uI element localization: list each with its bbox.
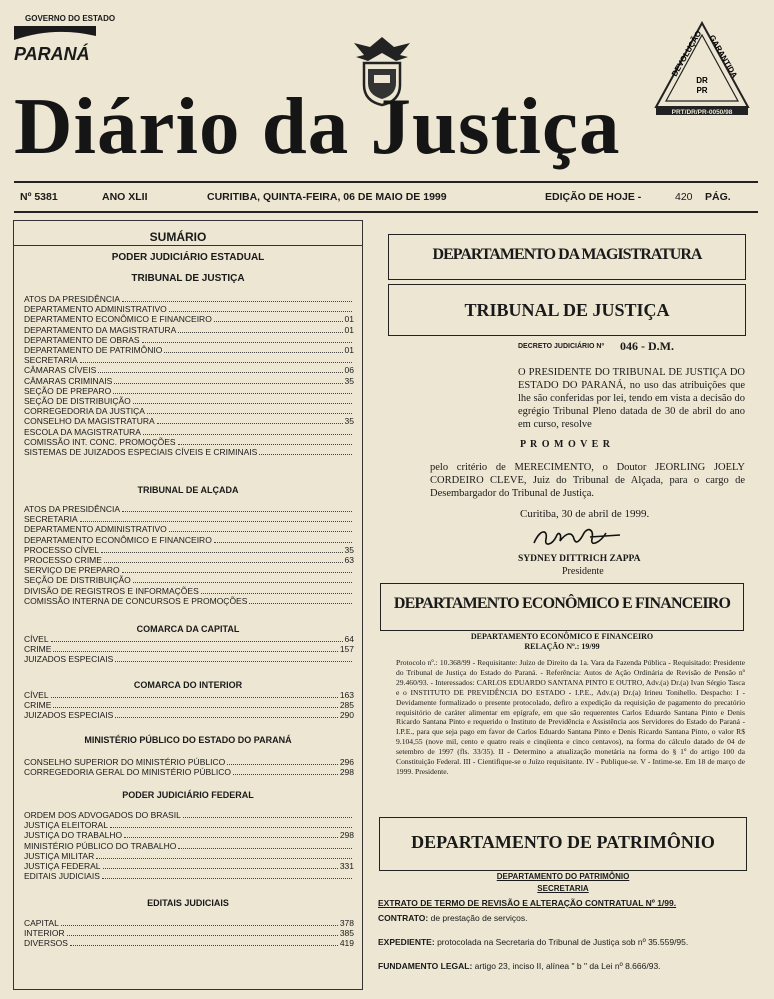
dot-leader: [110, 820, 352, 828]
postal-stamp: [652, 19, 752, 115]
dot-leader: [157, 416, 343, 424]
summary-entry-page: 35: [344, 375, 354, 386]
summary-entry-label: CORREGEDORIA DA JUSTIÇA: [24, 406, 145, 417]
summary-entry: [24, 575, 354, 585]
summary-entry-label: EDITAIS JUDICIAIS: [24, 871, 100, 882]
summary-entry-label: DEPARTAMENTO DE PATRIMÔNIO: [24, 345, 163, 355]
dot-leader: [178, 325, 342, 333]
header-rule-top: [14, 181, 758, 183]
dot-leader: [233, 767, 338, 775]
edition-label: EDIÇÃO DE HOJE -: [545, 191, 642, 203]
signature-image: [530, 523, 630, 553]
dot-leader: [103, 861, 338, 869]
summary-entry-label: MINISTÉRIO PÚBLICO DO TRABALHO: [24, 840, 177, 851]
summary-entry-label: ATOS DA PRESIDÊNCIA: [24, 294, 121, 304]
summary-entry: [24, 304, 354, 314]
dot-leader: [104, 555, 343, 563]
summary-entry: [24, 841, 354, 851]
contrato-label: CONTRATO:: [378, 913, 429, 923]
state-name: PARANÁ: [14, 44, 90, 64]
dot-leader: [101, 545, 342, 553]
summary-entry-label: DEPARTAMENTO DE OBRAS: [24, 334, 140, 345]
patrimonio-subheading: DEPARTAMENTO DO PATRIMÔNIO: [496, 872, 630, 881]
dot-leader: [61, 918, 338, 926]
dot-leader: [169, 304, 352, 312]
summary-entry: [24, 830, 354, 840]
dot-leader: [133, 396, 352, 404]
summary-entry: [24, 565, 354, 575]
fundamento-line: [378, 961, 661, 971]
expediente-line: [378, 937, 688, 947]
signer-name: SYDNEY DITTRICH ZAPPA: [518, 554, 641, 564]
summary-entry: [24, 396, 354, 406]
stamp-center-2: PR: [696, 86, 708, 95]
dot-leader: [67, 928, 338, 936]
summary-entry-label: JUSTIÇA ELEITORAL: [24, 820, 108, 831]
relacao: RELAÇÃO Nº.: 19/99: [524, 642, 600, 651]
summary-entry: [24, 820, 354, 830]
summary-entry: [24, 504, 354, 514]
fundamento-value: artigo 23, inciso II, alínea " b " da Lei nº 8.666/93.: [474, 961, 661, 971]
dot-leader: [51, 634, 343, 642]
summary-entry-label: SERVIÇO DE PREPARO: [24, 565, 120, 576]
dept-patrimonio-heading: DEPARTAMENTO DE PATRIMÔNIO: [411, 832, 715, 852]
summary-entry: [24, 861, 354, 871]
summary-entry-label: ESCOLA DA MAGISTRATURA: [24, 426, 141, 437]
dot-leader: [115, 710, 338, 718]
summary-entry-label: CRIME: [24, 644, 52, 655]
dept-magistratura-heading: DEPARTAMENTO DA MAGISTRATURA: [432, 246, 702, 263]
tribunal-heading: TRIBUNAL DE JUSTIÇA: [464, 300, 670, 320]
edition-pages-label: PÁG.: [705, 191, 731, 203]
stamp-center-1: DR: [696, 76, 708, 85]
summary-entry: [24, 586, 354, 596]
promover-heading: P R O M O V E R: [520, 439, 612, 450]
stamp-text-left: DEVOLUÇÃO: [669, 29, 704, 79]
summary-entry: [24, 700, 354, 710]
dot-leader: [201, 586, 352, 594]
summary-entry-label: DIVERSOS: [24, 938, 68, 949]
summary-section-heading: PODER JUDICIÁRIO FEDERAL: [122, 790, 254, 800]
summary-entry: [24, 325, 354, 335]
summary-entry: [24, 555, 354, 565]
summary-entry-page: 385: [339, 928, 354, 939]
summary-entry-label: CONSELHO SUPERIOR DO MINISTÉRIO PÚBLICO: [24, 757, 226, 767]
summary-entry: [24, 406, 354, 416]
econ-subheading: DEPARTAMENTO ECONÔMICO E FINANCEIRO: [470, 632, 654, 641]
dept-economico-heading: DEPARTAMENTO ECONÔMICO E FINANCEIRO: [393, 595, 731, 612]
contrato-value: de prestação de serviços.: [430, 913, 528, 923]
summary-entry-label: JUIZADOS ESPECIAIS: [24, 654, 114, 665]
summary-entry: [24, 345, 354, 355]
dot-leader: [178, 841, 352, 849]
dot-leader: [122, 565, 352, 573]
summary-entry-label: ORDEM DOS ADVOGADOS DO BRASIL: [24, 810, 181, 820]
expediente-label: EXPEDIENTE:: [378, 937, 435, 947]
dot-leader: [143, 427, 352, 435]
summary-entry: [24, 335, 354, 345]
summary-entry: [24, 416, 354, 426]
dot-leader: [259, 447, 352, 455]
summary-entry-label: PROCESSO CRIME: [24, 555, 102, 565]
dot-leader: [214, 535, 352, 543]
dot-leader: [147, 406, 352, 414]
dot-leader: [96, 851, 352, 859]
summary-entry: [24, 524, 354, 534]
contrato-line: [378, 913, 527, 923]
summary-entry: [24, 545, 354, 555]
summary-entry: [24, 634, 354, 644]
summary-entry-page: 01: [344, 314, 354, 325]
summary-entry: [24, 535, 354, 545]
edition-pages: 420: [675, 191, 693, 203]
state-flag-logo: [14, 26, 96, 40]
summary-section-heading: COMARCA DO INTERIOR: [133, 680, 243, 690]
dot-leader: [133, 575, 352, 583]
summary-entry: [24, 767, 354, 777]
summary-entry-page: 01: [344, 324, 354, 335]
dot-leader: [142, 335, 352, 343]
dot-leader: [53, 700, 337, 708]
promover-text: pelo critério de MERECIMENTO, o Doutor JEORLING JOELY CORDEIRO CLEVE, Juiz do Tribunal de Alçada, para o cargo de Desembargador do Tribunal de Justiça.: [430, 462, 745, 499]
dot-leader: [113, 386, 352, 394]
summary-entry-label: DEPARTAMENTO DA MAGISTRATURA: [24, 324, 177, 335]
summary-entry-page: 163: [339, 690, 354, 700]
decreto-text: O PRESIDENTE DO TRIBUNAL DE JUSTIÇA DO ESTADO DO PARANÁ, no uso das atribuições que lhe são conferidas por lei, tendo em vista a decisão do egrégio Tribunal Pleno datada de 30 de abril do ano em curso, resolve: [518, 367, 745, 430]
summary-entry: [24, 928, 354, 938]
stamp-text-right: GARANTIDA: [707, 33, 740, 80]
summary-entry: [24, 514, 354, 524]
summary-entry-label: INTERIOR: [24, 928, 65, 939]
summary-entry-label: SISTEMAS DE JUIZADOS ESPECIAIS CÍVEIS E CRIMINAIS: [24, 447, 258, 457]
summary-entry-label: ATOS DA PRESIDÊNCIA: [24, 504, 121, 514]
summary-entry-label: JUSTIÇA DO TRABALHO: [24, 830, 123, 841]
fundamento-label: FUNDAMENTO LEGAL:: [378, 961, 473, 971]
summary-title-rule: [13, 245, 363, 246]
summary-entry: [24, 376, 354, 386]
summary-entry: [24, 710, 354, 720]
stamp-code: PRT/DR/PR-0050/98: [671, 109, 733, 115]
summary-entry-page: 378: [339, 918, 354, 928]
summary-entry: [24, 654, 354, 664]
dot-leader: [183, 810, 352, 818]
summary-entry-page: 01: [344, 345, 354, 355]
summary-entry-label: COMISSÃO INT. CONC. PROMOÇÕES: [24, 436, 176, 447]
summary-entry: [24, 437, 354, 447]
summary-entry-page: 296: [339, 757, 354, 767]
place-date: Curitiba, 30 de abril de 1999.: [520, 508, 650, 520]
decreto-label: DECRETO JUDICIÁRIO Nº: [518, 343, 605, 350]
expediente-value: protocolada na Secretaria do Tribunal de Justiça sob nº 35.559/95.: [437, 937, 689, 947]
summary-entry-label: SECRETARIA: [24, 355, 78, 366]
summary-entry-label: CRIME: [24, 700, 52, 711]
summary-entry-label: DEPARTAMENTO ADMINISTRATIVO: [24, 524, 167, 535]
summary-entry-page: 331: [339, 861, 354, 871]
summary-entry-label: DEPARTAMENTO ADMINISTRATIVO: [24, 304, 167, 315]
dot-leader: [169, 524, 352, 532]
dot-leader: [178, 437, 352, 445]
summary-entry-label: CÂMARAS CRIMINAIS: [24, 375, 113, 386]
issue-number: Nº 5381: [20, 191, 58, 203]
summary-entry-label: SEÇÃO DE DISTRIBUIÇÃO: [24, 575, 131, 586]
summary-entry-label: JUIZADOS ESPECIAIS: [24, 710, 114, 721]
summary-entry: [24, 690, 354, 700]
summary-entry: [24, 871, 354, 881]
issue-year: ANO XLII: [102, 191, 148, 203]
dot-leader: [51, 690, 338, 698]
summary-entry: [24, 596, 354, 606]
dot-leader: [114, 376, 342, 384]
summary-entry-page: 63: [344, 555, 354, 565]
decreto-number: 046 - D.M.: [620, 339, 674, 353]
summary-entry-label: CONSELHO DA MAGISTRATURA: [24, 416, 155, 427]
summary-entry-label: PROCESSO CÍVEL: [24, 544, 100, 555]
summary-entry-page: 06: [344, 365, 354, 376]
summary-entry-label: SECRETARIA: [24, 514, 78, 525]
summary-entry-label: CÍVEL: [24, 690, 49, 700]
summary-entry: [24, 757, 354, 767]
summary-entry-label: CÂMARAS CÍVEIS: [24, 365, 97, 376]
summary-entry-page: 64: [344, 634, 354, 644]
dot-leader: [70, 938, 338, 946]
summary-entry-label: CÍVEL: [24, 634, 49, 644]
summary-entry: [24, 918, 354, 928]
dot-leader: [214, 314, 343, 322]
summary-section-heading: COMARCA DA CAPITAL: [136, 624, 240, 634]
dot-leader: [122, 294, 352, 302]
summary-section-heading: TRIBUNAL DE JUSTIÇA: [131, 273, 245, 284]
dot-leader: [227, 757, 338, 765]
dot-leader: [80, 514, 352, 522]
summary-entry: [24, 938, 354, 948]
summary-entry: [24, 355, 354, 365]
extrato-heading: EXTRATO DE TERMO DE REVISÃO E ALTERAÇÃO CONTRATUAL Nº 1/99.: [378, 898, 677, 908]
dot-leader: [122, 504, 352, 512]
summary-entry-label: CORREGEDORIA GERAL DO MINISTÉRIO PÚBLICO: [24, 767, 232, 778]
header-rule-bottom: [14, 211, 758, 213]
summary-entry-page: 35: [344, 416, 354, 427]
summary-entry-page: 290: [339, 710, 354, 721]
summary-entry-page: 35: [344, 544, 354, 555]
summary-entry-label: CAPITAL: [24, 918, 59, 928]
dot-leader: [115, 654, 352, 662]
summary-entry: [24, 644, 354, 654]
summary-entry-label: DEPARTAMENTO ECONÔMICO E FINANCEIRO: [24, 314, 212, 325]
summary-entry: [24, 810, 354, 820]
summary-entry: [24, 386, 354, 396]
summary-entry: [24, 851, 354, 861]
summary-entry-page: 285: [339, 700, 354, 711]
dot-leader: [164, 345, 342, 353]
issue-date: CURITIBA, QUINTA-FEIRA, 06 DE MAIO DE 1999: [207, 191, 447, 203]
dot-leader: [53, 644, 337, 652]
summary-entry: [24, 294, 354, 304]
summary-entry-page: 157: [339, 644, 354, 655]
summary-entry-label: COMISSÃO INTERNA DE CONCURSOS E PROMOÇÕES: [24, 595, 248, 606]
dot-leader: [249, 596, 352, 604]
summary-title: SUMÁRIO: [149, 230, 207, 244]
summary-entry-label: DIVISÃO DE REGISTROS E INFORMAÇÕES: [24, 585, 199, 596]
dot-leader: [98, 365, 342, 373]
government-label: GOVERNO DO ESTADO: [25, 14, 116, 23]
dot-leader: [80, 355, 352, 363]
summary-entry-label: SEÇÃO DE DISTRIBUIÇÃO: [24, 396, 131, 406]
summary-entry: [24, 427, 354, 437]
summary-section-heading: MINISTÉRIO PÚBLICO DO ESTADO DO PARANÁ: [84, 735, 292, 745]
secretaria-heading: SECRETARIA: [537, 884, 589, 893]
summary-entry: [24, 447, 354, 457]
summary-entry-page: 298: [339, 767, 354, 778]
dot-leader: [124, 830, 338, 838]
dot-leader: [102, 871, 352, 879]
signer-role: Presidente: [562, 566, 604, 577]
summary-entry-label: DEPARTAMENTO ECONÔMICO E FINANCEIRO: [24, 534, 212, 545]
summary-entry-label: JUSTIÇA MILITAR: [24, 850, 95, 861]
summary-entry: [24, 365, 354, 375]
summary-entry-label: JUSTIÇA FEDERAL: [24, 861, 101, 871]
summary-entry-page: 419: [339, 938, 354, 949]
summary-section-heading: PODER JUDICIÁRIO ESTADUAL: [111, 252, 265, 263]
summary-entry-page: 298: [339, 830, 354, 841]
summary-section-heading: EDITAIS JUDICIAIS: [147, 898, 229, 908]
protocolo-text: Protocolo nº.: 10.368/99 - Requisitante: Juízo de Direito da 1a. Vara da Fazenda Pública - Requisitado: Presidente do Tribunal de Justiça do Estado do Paraná. - Referência: Autos de Ação Ordinária de Revisão de Pensão nº 29.460/93. - Interessados: CARLOS EDUARDO SANTANA PINTO E OUTRO, Adv.(a) Dr.(a) Ivan Sérgio Tasca e o INSTITUTO DE PREVIDÊNCIA DO ESTADO - I.P.E., Adv.(a) Dr.(a) Irineu Tonihello. Despacho: I - Devidamente formalizado o presente protocolado, defiro a expedição da requisição de pagamento do precatório requisitório de caráter alimentar em epígrafe, em que são requerentes Carlos Eduardo Santana Pinto e Denis Ricardo Santana Pinto e requerido o Instituto de Previdência e Assistência aos Servidores do Estado do Paraná - I.P.E., para que seja pago em favor de Carlos Eduardo Santana Pinto e Denis Ricardo Santana Pinto, o valor R$ 9.104,55 (nove mil, cento e quatro reais e cinqüenta e cinco centavos), na forma do cálculo datado de 04 de setembro de 1997 (fls. 33/35). II - Determino a atualização monetária na forma do § 1º do artigo 100 da Constituição Federal. III - Cientifique-se o Juízo requisitante. IV - Publique-se. V - Intime-se. Em 18 de março de 1999. Presidente.: [396, 658, 745, 776]
summary-section-heading: TRIBUNAL DE ALÇADA: [137, 485, 239, 495]
summary-entry-label: SEÇÃO DE PREPARO: [24, 385, 112, 396]
newspaper-title: Diário da Justiça: [14, 81, 621, 171]
summary-entry: [24, 314, 354, 324]
